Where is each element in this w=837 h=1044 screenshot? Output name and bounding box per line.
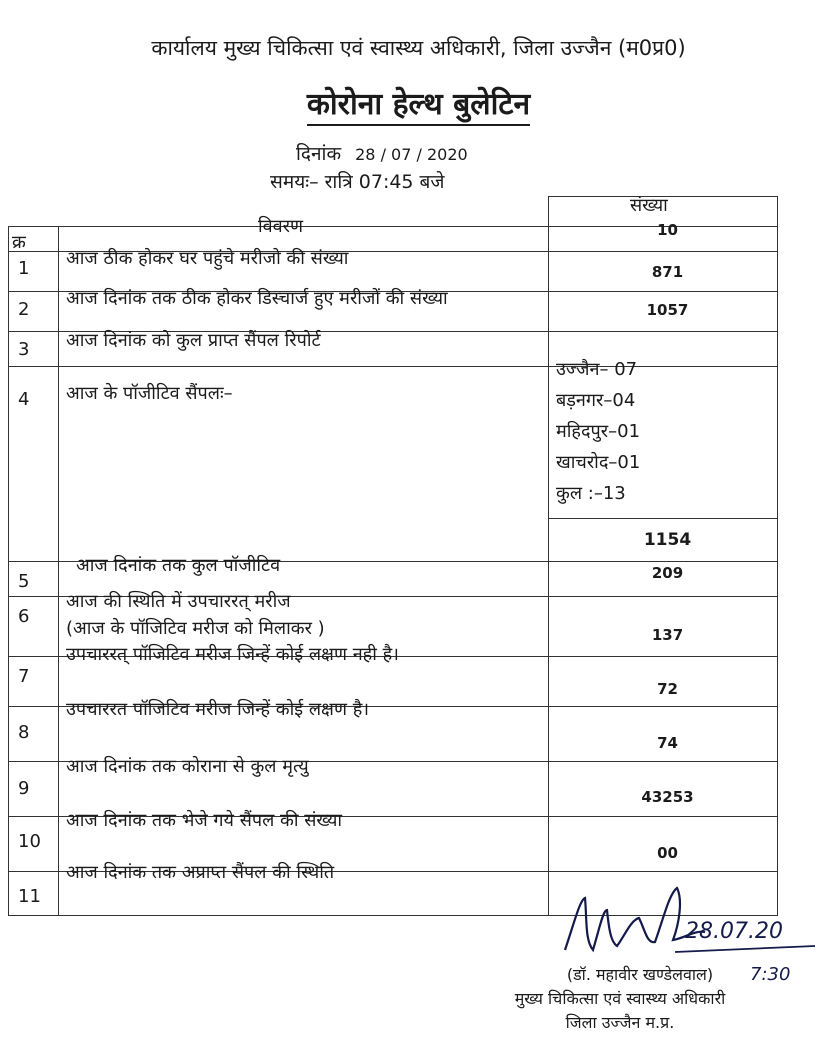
row-9-desc: आज दिनांक तक कोराना से कुल मृत्यु xyxy=(66,756,309,777)
positive-breakdown-item: खाचरोद–01 xyxy=(556,452,641,473)
bulletin-title-text: कोरोना हेल्थ बुलेटिन xyxy=(307,87,530,126)
row-10-value: 43253 xyxy=(641,788,694,806)
officer-place: जिला उज्जैन म.प्र. xyxy=(565,1013,675,1032)
row-9-value: 74 xyxy=(657,734,678,752)
table-divider-count xyxy=(548,196,549,916)
table-border-right xyxy=(777,196,778,916)
row-8-value: 72 xyxy=(657,680,678,698)
row-3-desc: आज दिनांक को कुल प्राप्त सैंपल रिपोर्ट xyxy=(66,330,321,351)
positive-breakdown-item: महिदपुर–01 xyxy=(556,421,641,442)
svg-text:7:30: 7:30 xyxy=(750,964,791,985)
row-7-desc: उपचाररत् पॉजिटिव मरीज जिन्हें कोई लक्षण नही है। xyxy=(66,644,399,665)
row-8-sno: 8 xyxy=(18,722,30,743)
row-3-value: 1057 xyxy=(646,301,689,319)
office-heading: कार्यालय मुख्य चिकित्सा एवं स्वास्थ्य अधिकारी, जिला उज्जैन (म0प्र0) xyxy=(151,36,686,60)
row-11-sno: 11 xyxy=(18,886,41,907)
time-line xyxy=(270,168,445,194)
positive-breakdown-item: कुल :–13 xyxy=(556,483,626,504)
row-11-value: 00 xyxy=(657,844,678,862)
row-5-desc: आज दिनांक तक कुल पॉजीटिव xyxy=(76,555,281,576)
col-sno-header: क्र xyxy=(12,232,26,253)
time-value: रात्रि 07:45 बजे xyxy=(324,171,445,193)
table-divider-sno xyxy=(58,226,59,916)
bulletin-title xyxy=(0,82,837,123)
positive-breakdown-list xyxy=(556,354,640,509)
row-10-desc: आज दिनांक तक भेजे गये सैंपल की संख्या xyxy=(66,810,343,831)
row-7-value: 137 xyxy=(651,626,684,644)
row-1-sno: 1 xyxy=(18,258,30,279)
officer-name: (डॉ. महावीर खण्डेलवाल) xyxy=(566,965,714,984)
row-4-desc: आज के पॉजीटिव सैंपलः– xyxy=(66,383,233,404)
row-1-desc: आज ठीक होकर घर पहुंचे मरीजो की संख्या xyxy=(66,248,349,269)
row-6-value: 209 xyxy=(651,564,684,582)
row-6-desc-note: (आज के पॉजिटिव मरीज को मिलाकर ) xyxy=(66,618,325,639)
row-6-desc: आज की स्थिति में उपचाररत् मरीज xyxy=(66,591,291,612)
officer-designation: मुख्य चिकित्सा एवं स्वास्थ्य अधिकारी xyxy=(514,989,726,1008)
row-line xyxy=(8,366,777,367)
date-line xyxy=(296,140,468,166)
row-8-desc: उपचाररत पॉजिटिव मरीज जिन्हें कोई लक्षण है। xyxy=(66,699,370,720)
signature-block xyxy=(470,963,770,1035)
row-2-value: 871 xyxy=(651,263,684,281)
row-5-sno: 5 xyxy=(18,571,30,592)
positive-breakdown-item: बड़नगर–04 xyxy=(556,390,636,411)
date-label: दिनांक xyxy=(296,143,342,165)
table-border-left xyxy=(8,226,9,916)
row-4-sno: 4 xyxy=(18,389,30,410)
row-11-desc: आज दिनांक तक अप्राप्त सैंपल की स्थिति xyxy=(66,862,335,883)
row-1-value: 10 xyxy=(657,221,678,239)
row-6-sno: 6 xyxy=(18,606,30,627)
date-value: 28 / 07 / 2020 xyxy=(355,145,468,164)
row-9-sno: 9 xyxy=(18,778,30,799)
row-3-sno: 3 xyxy=(18,339,30,360)
positive-breakdown-item: उज्जैन– 07 xyxy=(556,359,638,380)
row-2-desc: आज दिनांक तक ठीक होकर डिस्चार्ज हुए मरीजों की संख्या xyxy=(66,288,448,309)
col-count-header: संख्या xyxy=(630,195,668,216)
row-line xyxy=(548,518,777,519)
col-desc-header: विवरण xyxy=(258,216,304,237)
row-7-sno: 7 xyxy=(18,666,30,687)
time-label: समयः– xyxy=(270,171,319,193)
svg-text:28.07.20: 28.07.20 xyxy=(685,919,783,944)
row-2-sno: 2 xyxy=(18,299,30,320)
bulletin-table xyxy=(8,196,778,916)
row-10-sno: 10 xyxy=(18,831,41,852)
row-5-value: 1154 xyxy=(643,530,692,550)
